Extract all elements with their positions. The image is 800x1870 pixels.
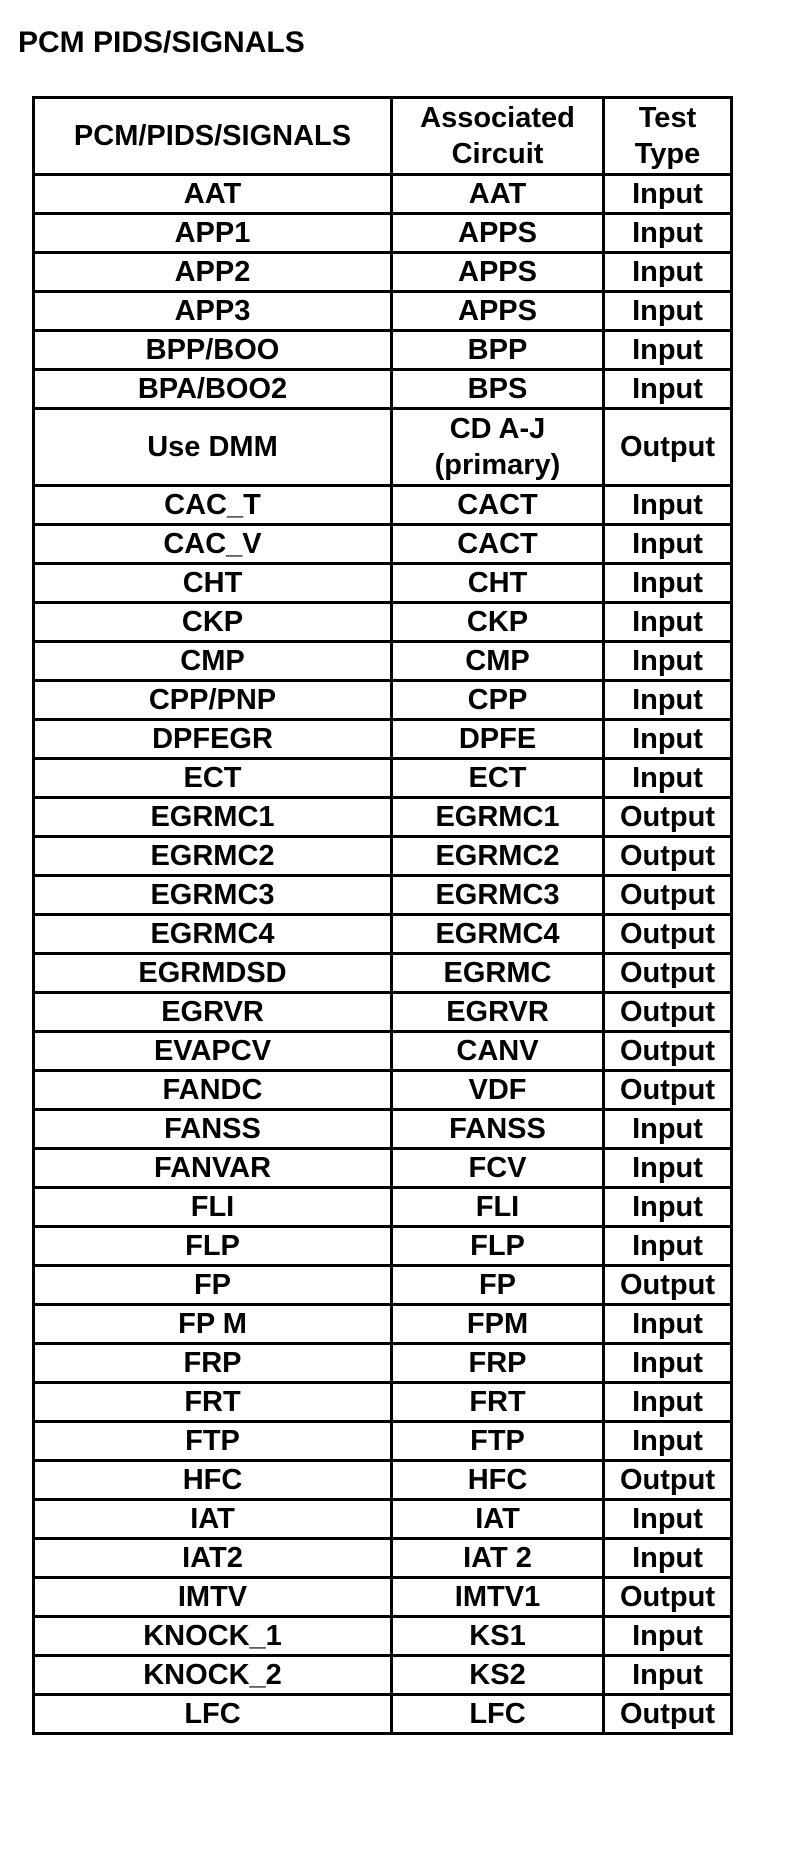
circuit-cell: BPP xyxy=(392,331,604,370)
test-type-cell: Input xyxy=(604,1227,732,1266)
signal-cell: FLP xyxy=(34,1227,392,1266)
circuit-cell: LFC xyxy=(392,1695,604,1734)
signal-cell: FP M xyxy=(34,1305,392,1344)
circuit-cell: EGRVR xyxy=(392,993,604,1032)
table-row xyxy=(34,253,732,292)
circuit-cell: FTP xyxy=(392,1422,604,1461)
table-row xyxy=(34,409,732,486)
test-type-cell: Output xyxy=(604,1695,732,1734)
table-row xyxy=(34,720,732,759)
circuit-cell: FRP xyxy=(392,1344,604,1383)
table-row xyxy=(34,486,732,525)
signal-cell: BPP/BOO xyxy=(34,331,392,370)
test-type-cell: Input xyxy=(604,292,732,331)
test-type-cell: Output xyxy=(604,1578,732,1617)
signal-cell: EGRMC1 xyxy=(34,798,392,837)
signal-cell: EGRMC3 xyxy=(34,876,392,915)
signal-cell: Use DMM xyxy=(34,409,392,486)
circuit-cell: IAT 2 xyxy=(392,1539,604,1578)
signal-cell: EGRMC4 xyxy=(34,915,392,954)
test-type-cell: Input xyxy=(604,603,732,642)
test-type-cell: Input xyxy=(604,525,732,564)
table-row xyxy=(34,1344,732,1383)
table-row xyxy=(34,1266,732,1305)
signal-cell: FANSS xyxy=(34,1110,392,1149)
signal-cell: CPP/PNP xyxy=(34,681,392,720)
signal-cell: EGRMDSD xyxy=(34,954,392,993)
table-row xyxy=(34,876,732,915)
test-type-cell: Output xyxy=(604,1071,732,1110)
test-type-cell: Input xyxy=(604,564,732,603)
test-type-cell: Input xyxy=(604,1110,732,1149)
signal-cell: CMP xyxy=(34,642,392,681)
circuit-cell: CACT xyxy=(392,525,604,564)
table-row xyxy=(34,292,732,331)
circuit-cell: CPP xyxy=(392,681,604,720)
test-type-cell: Input xyxy=(604,1617,732,1656)
table-row xyxy=(34,1305,732,1344)
circuit-cell: CD A-J (primary) xyxy=(392,409,604,486)
test-type-cell: Output xyxy=(604,409,732,486)
signal-cell: AAT xyxy=(34,175,392,214)
table-row xyxy=(34,1500,732,1539)
test-type-cell: Output xyxy=(604,798,732,837)
circuit-cell: KS1 xyxy=(392,1617,604,1656)
page-title: PCM PIDS/SIGNALS xyxy=(18,26,305,59)
table-row xyxy=(34,525,732,564)
circuit-cell: HFC xyxy=(392,1461,604,1500)
circuit-cell: FRT xyxy=(392,1383,604,1422)
table-row xyxy=(34,759,732,798)
table-row xyxy=(34,603,732,642)
signal-cell: BPA/BOO2 xyxy=(34,370,392,409)
signal-cell: EVAPCV xyxy=(34,1032,392,1071)
table-row xyxy=(34,1188,732,1227)
signal-cell: FANVAR xyxy=(34,1149,392,1188)
test-type-cell: Output xyxy=(604,1266,732,1305)
table-row xyxy=(34,1149,732,1188)
table-row xyxy=(34,1656,732,1695)
test-type-cell: Input xyxy=(604,681,732,720)
circuit-cell: ECT xyxy=(392,759,604,798)
table-row xyxy=(34,175,732,214)
test-type-cell: Output xyxy=(604,1032,732,1071)
test-type-cell: Input xyxy=(604,370,732,409)
test-type-cell: Output xyxy=(604,837,732,876)
table-row xyxy=(34,1422,732,1461)
test-type-cell: Input xyxy=(604,253,732,292)
circuit-cell: EGRMC3 xyxy=(392,876,604,915)
table-body xyxy=(34,175,732,1734)
test-type-cell: Input xyxy=(604,175,732,214)
signal-cell: CKP xyxy=(34,603,392,642)
signal-cell: LFC xyxy=(34,1695,392,1734)
circuit-cell: DPFE xyxy=(392,720,604,759)
test-type-cell: Output xyxy=(604,876,732,915)
circuit-cell: FANSS xyxy=(392,1110,604,1149)
header-row xyxy=(34,98,732,175)
signal-cell: IAT xyxy=(34,1500,392,1539)
circuit-cell: FLI xyxy=(392,1188,604,1227)
circuit-cell: IMTV1 xyxy=(392,1578,604,1617)
test-type-cell: Input xyxy=(604,1500,732,1539)
circuit-cell: EGRMC xyxy=(392,954,604,993)
circuit-cell: CACT xyxy=(392,486,604,525)
table-row xyxy=(34,1695,732,1734)
table-row xyxy=(34,1110,732,1149)
signal-cell: FRT xyxy=(34,1383,392,1422)
signal-cell: HFC xyxy=(34,1461,392,1500)
table-row xyxy=(34,564,732,603)
test-type-cell: Input xyxy=(604,1149,732,1188)
test-type-cell: Output xyxy=(604,1461,732,1500)
signal-cell: FTP xyxy=(34,1422,392,1461)
signal-cell: FP xyxy=(34,1266,392,1305)
test-type-cell: Input xyxy=(604,1656,732,1695)
table-row xyxy=(34,331,732,370)
signals-table xyxy=(32,96,733,1735)
table-row xyxy=(34,954,732,993)
table-row xyxy=(34,214,732,253)
signal-cell: KNOCK_1 xyxy=(34,1617,392,1656)
test-type-cell: Input xyxy=(604,214,732,253)
circuit-cell: EGRMC2 xyxy=(392,837,604,876)
table-row xyxy=(34,837,732,876)
table-row xyxy=(34,798,732,837)
circuit-cell: CKP xyxy=(392,603,604,642)
signal-cell: EGRMC2 xyxy=(34,837,392,876)
table-row xyxy=(34,1539,732,1578)
column-header-circuit: Associated Circuit xyxy=(392,98,604,175)
circuit-cell: VDF xyxy=(392,1071,604,1110)
table-row xyxy=(34,1578,732,1617)
circuit-cell: CHT xyxy=(392,564,604,603)
test-type-cell: Output xyxy=(604,915,732,954)
signal-cell: ECT xyxy=(34,759,392,798)
test-type-cell: Input xyxy=(604,1305,732,1344)
test-type-cell: Input xyxy=(604,759,732,798)
signal-cell: EGRVR xyxy=(34,993,392,1032)
circuit-cell: FLP xyxy=(392,1227,604,1266)
table-row xyxy=(34,370,732,409)
circuit-cell: IAT xyxy=(392,1500,604,1539)
test-type-cell: Output xyxy=(604,954,732,993)
signal-cell: FANDC xyxy=(34,1071,392,1110)
table-row xyxy=(34,681,732,720)
signal-cell: FRP xyxy=(34,1344,392,1383)
table-row xyxy=(34,1032,732,1071)
signal-cell: CAC_T xyxy=(34,486,392,525)
circuit-cell: AAT xyxy=(392,175,604,214)
table-row xyxy=(34,915,732,954)
test-type-cell: Input xyxy=(604,1422,732,1461)
test-type-cell: Input xyxy=(604,642,732,681)
test-type-cell: Input xyxy=(604,1344,732,1383)
circuit-cell: EGRMC4 xyxy=(392,915,604,954)
test-type-cell: Input xyxy=(604,720,732,759)
circuit-cell: BPS xyxy=(392,370,604,409)
circuit-cell: APPS xyxy=(392,292,604,331)
column-header-test-type: Test Type xyxy=(604,98,732,175)
signal-cell: KNOCK_2 xyxy=(34,1656,392,1695)
signal-cell: APP3 xyxy=(34,292,392,331)
circuit-cell: KS2 xyxy=(392,1656,604,1695)
table-row xyxy=(34,1617,732,1656)
signal-cell: CAC_V xyxy=(34,525,392,564)
test-type-cell: Input xyxy=(604,1188,732,1227)
column-header-signal: PCM/PIDS/SIGNALS xyxy=(34,98,392,175)
table-row xyxy=(34,1461,732,1500)
circuit-cell: APPS xyxy=(392,253,604,292)
table-header xyxy=(34,98,732,175)
test-type-cell: Input xyxy=(604,331,732,370)
signal-cell: FLI xyxy=(34,1188,392,1227)
table-row xyxy=(34,642,732,681)
circuit-cell: CMP xyxy=(392,642,604,681)
test-type-cell: Output xyxy=(604,993,732,1032)
circuit-cell: CANV xyxy=(392,1032,604,1071)
circuit-cell: FCV xyxy=(392,1149,604,1188)
test-type-cell: Input xyxy=(604,486,732,525)
circuit-cell: FPM xyxy=(392,1305,604,1344)
test-type-cell: Input xyxy=(604,1383,732,1422)
signal-cell: DPFEGR xyxy=(34,720,392,759)
circuit-cell: APPS xyxy=(392,214,604,253)
signal-cell: APP2 xyxy=(34,253,392,292)
test-type-cell: Input xyxy=(604,1539,732,1578)
signal-cell: IMTV xyxy=(34,1578,392,1617)
signal-cell: APP1 xyxy=(34,214,392,253)
table-row xyxy=(34,993,732,1032)
table-row xyxy=(34,1227,732,1266)
signal-cell: IAT2 xyxy=(34,1539,392,1578)
table-row xyxy=(34,1383,732,1422)
circuit-cell: EGRMC1 xyxy=(392,798,604,837)
circuit-cell: FP xyxy=(392,1266,604,1305)
signal-cell: CHT xyxy=(34,564,392,603)
table-row xyxy=(34,1071,732,1110)
